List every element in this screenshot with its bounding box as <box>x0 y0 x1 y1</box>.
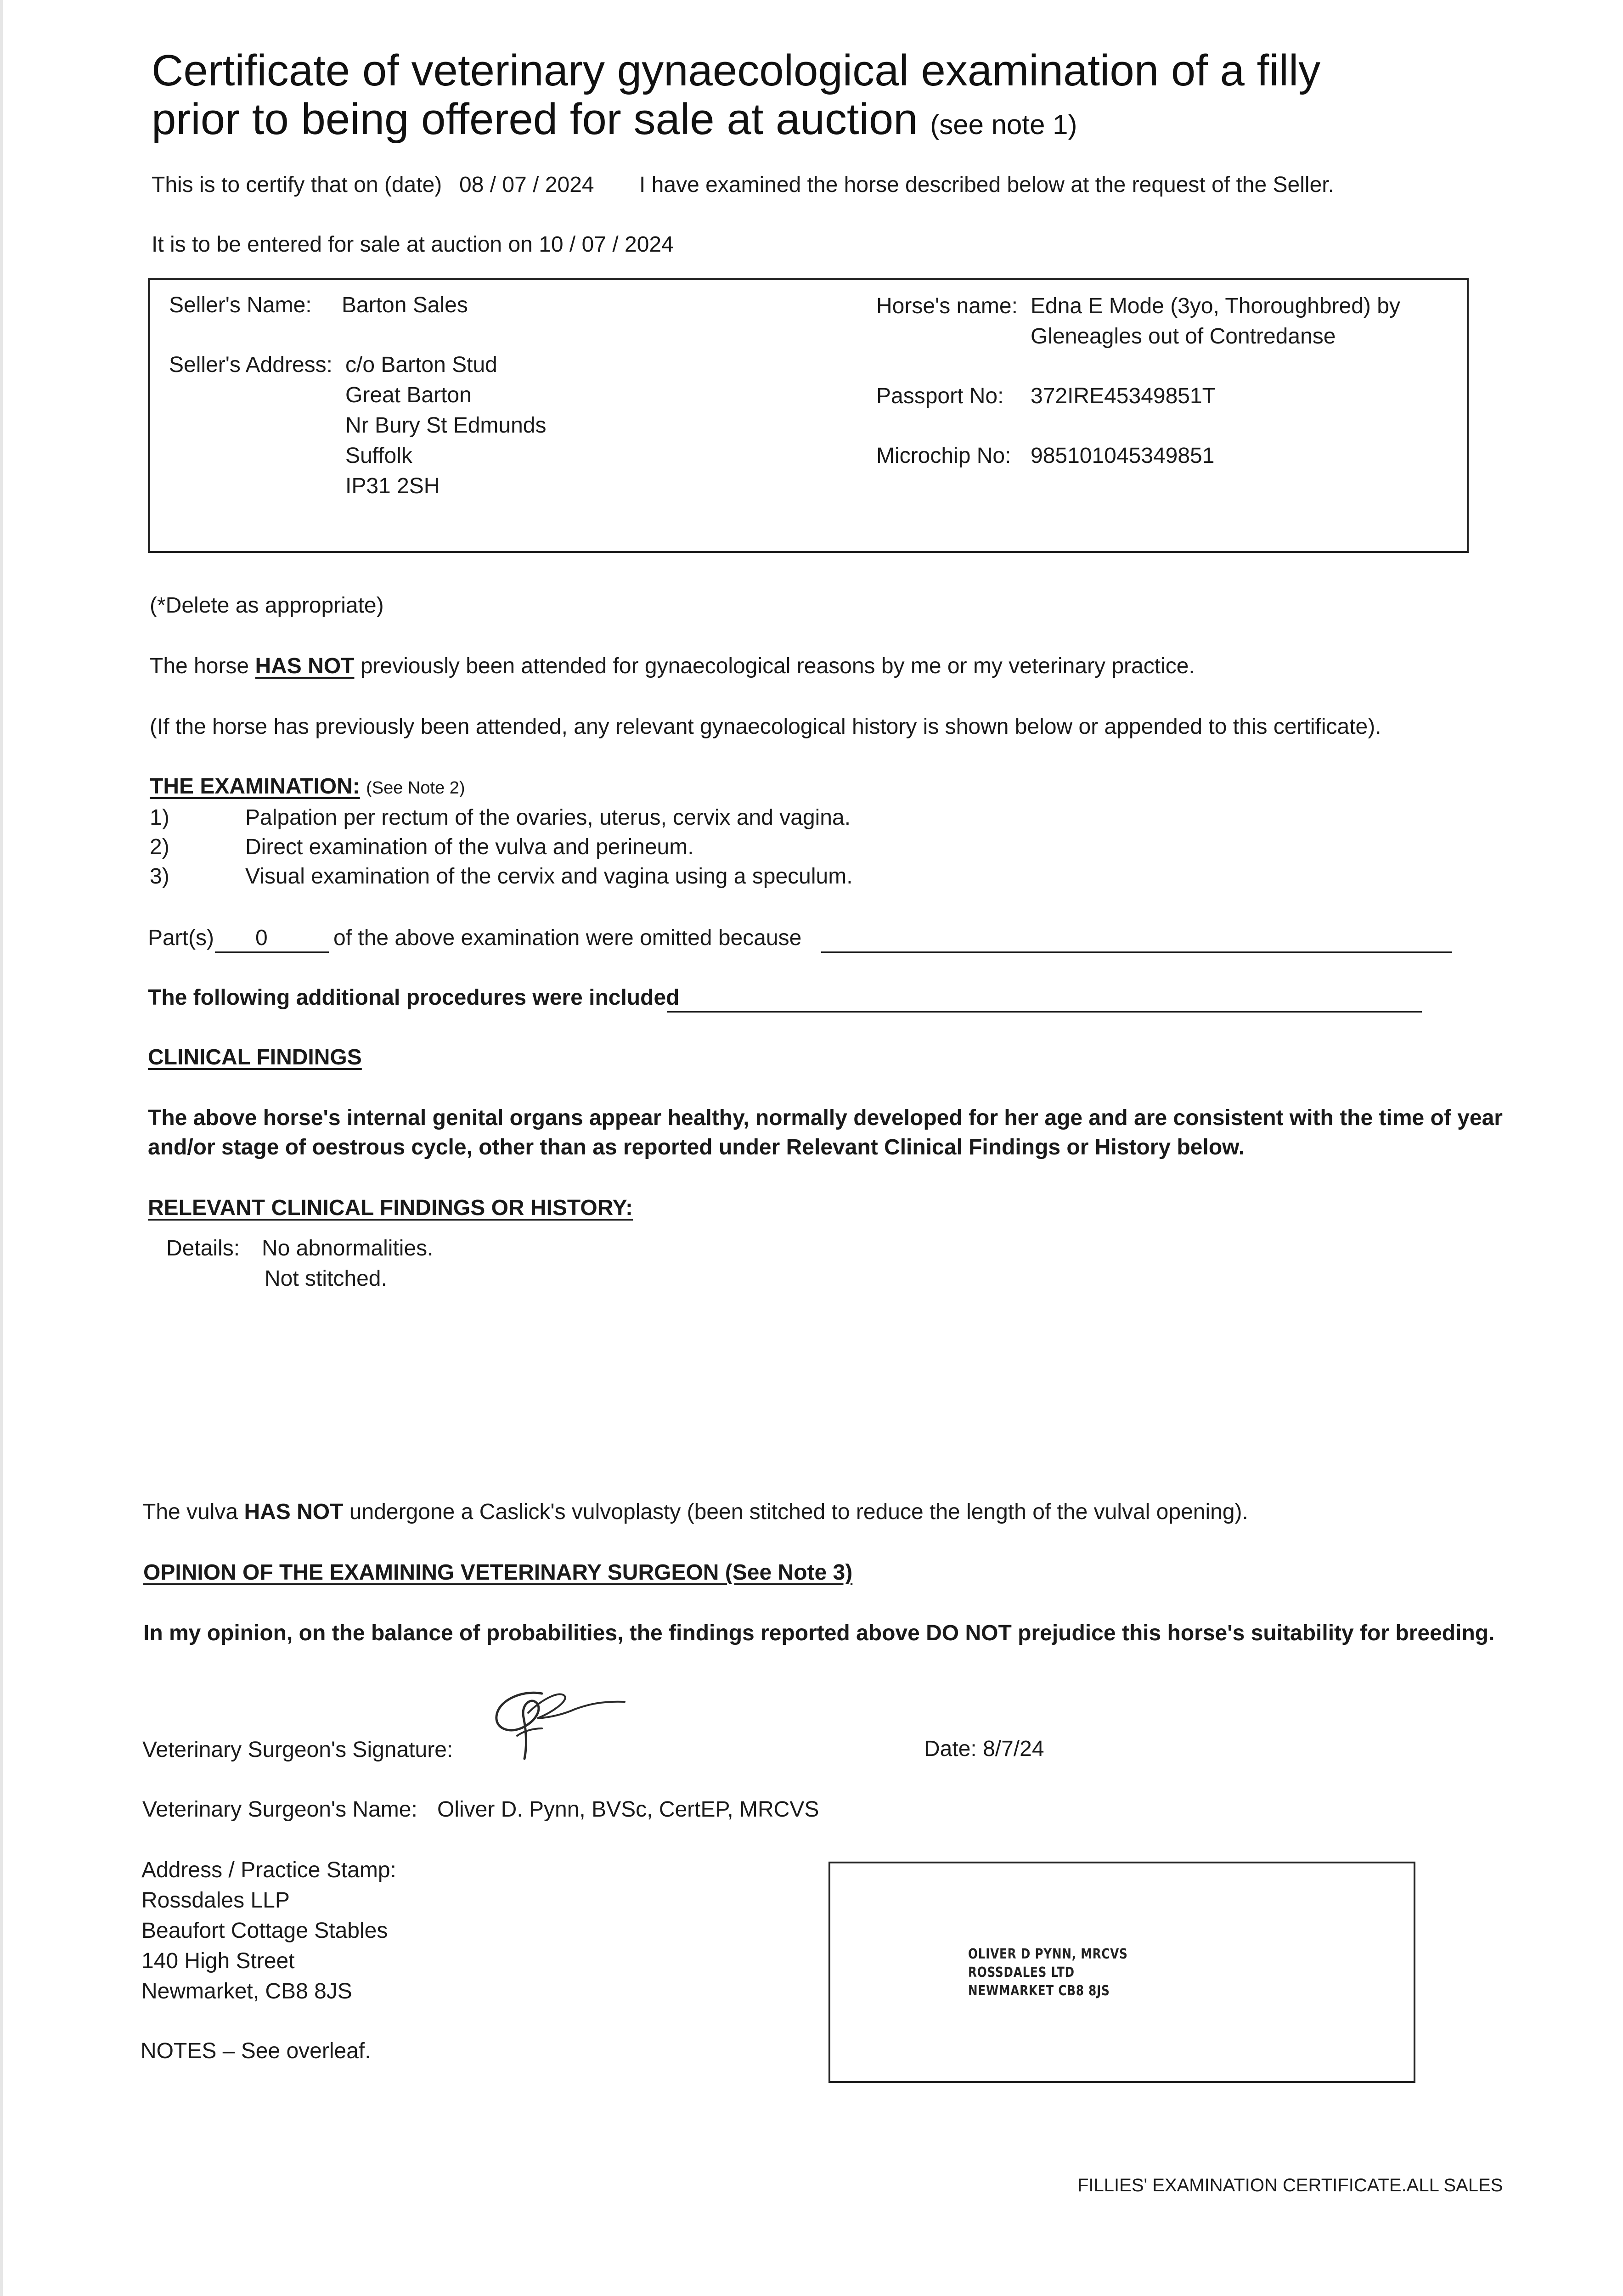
clinical-findings-text-2: and/or stage of oestrous cycle, other than as reported under Relevant Clinical Findings or History below. <box>148 1135 1245 1159</box>
vulva-statement <box>142 1498 1248 1526</box>
attended-prefix: The horse <box>150 654 249 678</box>
stamp-line-3: NEWMARKET CB8 8JS <box>968 1983 1110 1999</box>
seller-name-label: Seller's Name: <box>169 293 312 317</box>
seller-address-label: Seller's Address: <box>169 353 332 377</box>
attended-note: (If the horse has previously been attended, any relevant gynaecological history is shown below or appended to this certificate). <box>150 715 1381 739</box>
signature-label: Veterinary Surgeon's Signature: <box>142 1738 453 1762</box>
attended-status: HAS NOT <box>255 654 355 678</box>
auction-date: 10 / 07 / 2024 <box>539 232 674 257</box>
opinion-text: In my opinion, on the balance of probabilities, the findings reported above DO NOT prejudice this horse's suitability for breeding. <box>143 1621 1495 1645</box>
microchip-label: Microchip No: <box>876 444 1011 468</box>
omitted-value-line <box>215 951 329 953</box>
clinical-findings-heading: CLINICAL FINDINGS <box>148 1045 362 1069</box>
seller-address-line-4: Suffolk <box>345 444 412 468</box>
title-note: (see note 1) <box>930 109 1077 140</box>
horse-name-label: Horse's name: <box>876 294 1018 318</box>
exam-item-3-num: 3) <box>150 864 169 889</box>
horse-name-line-2: Gleneagles out of Contredanse <box>1031 324 1336 349</box>
title-line-1: Certificate of veterinary gynaecological examination of a filly <box>152 46 1321 95</box>
details-line-1: No abnormalities. <box>262 1236 434 1261</box>
vulva-suffix: undergone a Caslick's vulvoplasty (been stitched to reduce the length of the vulval opening). <box>349 1500 1248 1524</box>
surgeon-name-label: Veterinary Surgeon's Name: <box>142 1797 417 1822</box>
omitted-reason-line <box>821 951 1452 953</box>
practice-line-2: Beaufort Cottage Stables <box>141 1919 388 1943</box>
examination-heading-row <box>150 772 465 802</box>
microchip-number: 985101045349851 <box>1031 444 1215 468</box>
certify-suffix: I have examined the horse described below at the request of the Seller. <box>639 173 1334 197</box>
relevant-findings-heading: RELEVANT CLINICAL FINDINGS OR HISTORY: <box>148 1196 633 1220</box>
passport-label: Passport No: <box>876 384 1004 408</box>
passport-number: 372IRE45349851T <box>1031 384 1216 408</box>
details-line-2: Not stitched. <box>265 1266 387 1291</box>
examination-heading-note: (See Note 2) <box>366 778 465 798</box>
practice-line-3: 140 High Street <box>141 1949 295 1973</box>
seller-address-line-2: Great Barton <box>345 383 472 407</box>
surgeon-name: Oliver D. Pynn, BVSc, CertEP, MRCVS <box>437 1797 819 1822</box>
certify-prefix: This is to certify that on (date) <box>152 173 442 197</box>
clinical-findings-text-1: The above horse's internal genital organs appear healthy, normally developed for her age and are consistent with the time of year <box>148 1106 1503 1130</box>
exam-item-3-text: Visual examination of the cervix and vagina using a speculum. <box>245 864 853 889</box>
vulva-prefix: The vulva <box>142 1500 238 1524</box>
exam-item-2-text: Direct examination of the vulva and perineum. <box>245 835 694 859</box>
title-line-2 <box>152 95 1077 150</box>
practice-label: Address / Practice Stamp: <box>141 1858 396 1882</box>
scan-edge <box>0 0 3 2296</box>
omitted-value: 0 <box>255 926 268 950</box>
practice-stamp-box <box>828 1862 1415 2083</box>
attended-suffix: previously been attended for gynaecological reasons by me or my veterinary practice. <box>360 654 1195 678</box>
practice-line-1: Rossdales LLP <box>141 1888 290 1913</box>
horse-name-line-1: Edna E Mode (3yo, Thoroughbred) by <box>1031 294 1400 318</box>
handwritten-signature <box>473 1681 638 1763</box>
auction-line <box>152 231 674 259</box>
footer-text: FILLIES' EXAMINATION CERTIFICATE.ALL SALES <box>1077 2175 1503 2195</box>
additional-procedures-line <box>667 1011 1422 1013</box>
practice-line-4: Newmarket, CB8 8JS <box>141 1979 352 2003</box>
stamp-line-2: ROSSDALES LTD <box>968 1964 1075 1981</box>
exam-item-1-num: 1) <box>150 805 169 830</box>
examination-heading: THE EXAMINATION: <box>150 774 360 799</box>
opinion-heading: OPINION OF THE EXAMINING VETERINARY SURGEON (See Note 3) <box>143 1560 853 1585</box>
omitted-suffix: of the above examination were omitted because <box>333 926 802 950</box>
seller-address-line-1: c/o Barton Stud <box>345 353 497 377</box>
details-label: Details: <box>166 1236 240 1261</box>
auction-prefix: It is to be entered for sale at auction on <box>152 232 533 257</box>
title-line-2-text: prior to being offered for sale at auction <box>152 95 918 144</box>
vulva-status: HAS NOT <box>244 1500 344 1524</box>
signature-date-value: 8/7/24 <box>983 1737 1044 1761</box>
notes-line: NOTES – See overleaf. <box>141 2039 371 2063</box>
exam-item-1-text: Palpation per rectum of the ovaries, uterus, cervix and vagina. <box>245 805 851 830</box>
attended-statement <box>150 652 1195 681</box>
certify-date: 08 / 07 / 2024 <box>459 173 594 197</box>
seller-address-line-5: IP31 2SH <box>345 474 440 498</box>
additional-procedures-label: The following additional procedures were included <box>148 985 680 1010</box>
signature-date <box>924 1735 1044 1763</box>
seller-name: Barton Sales <box>342 293 468 317</box>
seller-address-line-3: Nr Bury St Edmunds <box>345 413 547 438</box>
delete-note: (*Delete as appropriate) <box>150 593 384 618</box>
signature-date-label: Date: <box>924 1737 977 1761</box>
stamp-line-1: OLIVER D PYNN, MRCVS <box>968 1946 1128 1962</box>
exam-item-2-num: 2) <box>150 835 169 859</box>
omitted-prefix: Part(s) <box>148 926 214 950</box>
